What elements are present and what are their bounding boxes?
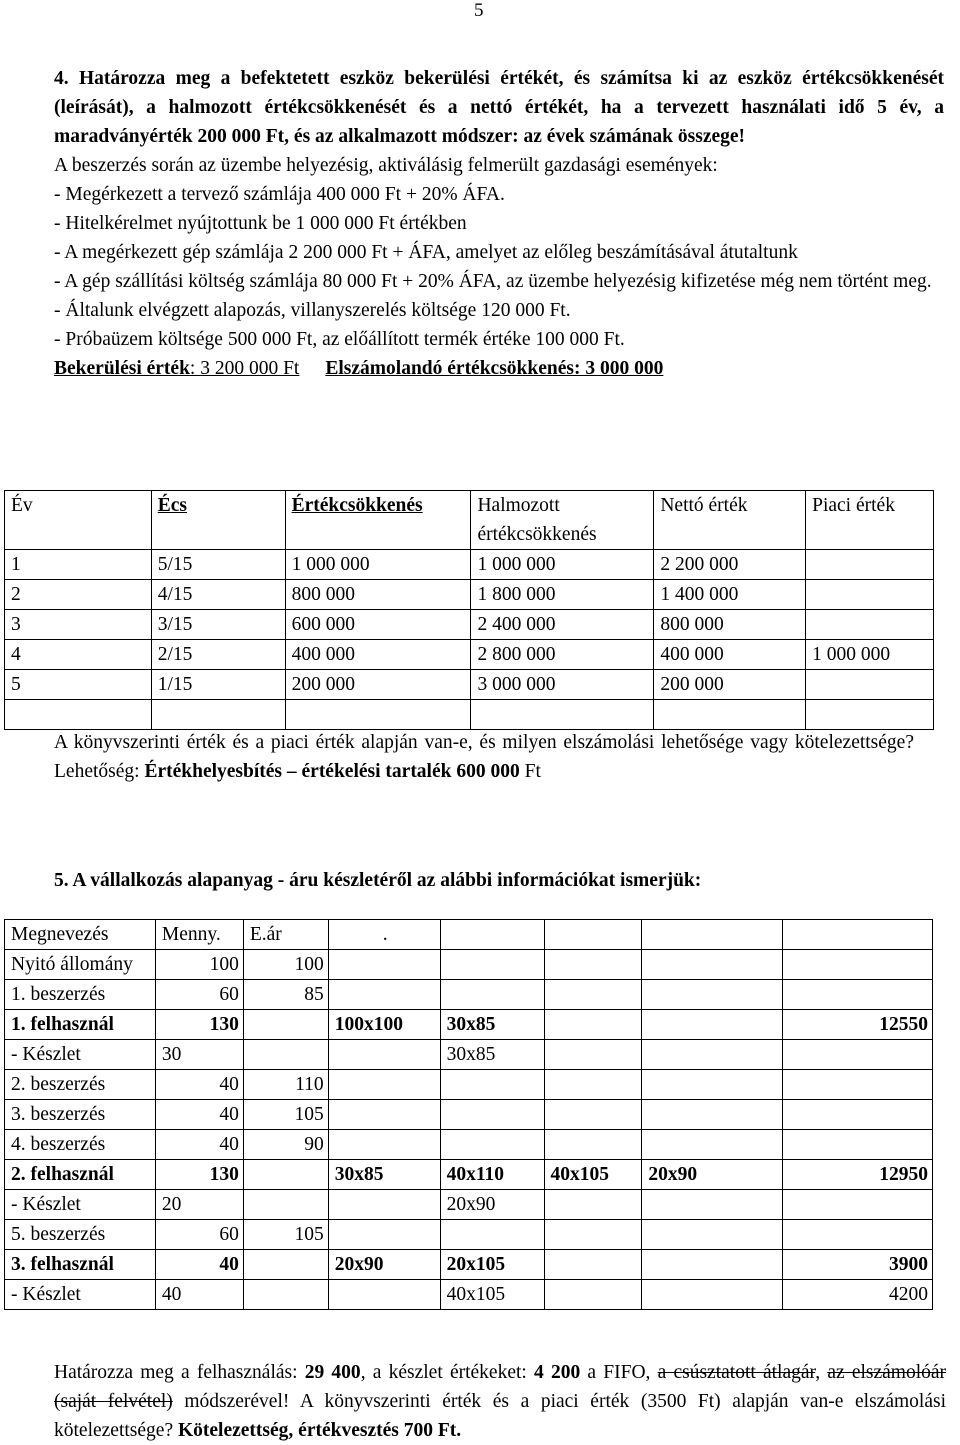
inventory-cell [243,1010,328,1040]
inventory-row [5,1250,933,1280]
table-cell: 800 000 [285,580,471,610]
inventory-cell [328,980,440,1010]
inventory-cell [243,1040,328,1070]
inventory-cell: 40 [155,1250,243,1280]
inventory-cell: 20x105 [440,1250,544,1280]
table-cell: 400 000 [285,640,471,670]
inventory-cell: 40x110 [440,1160,544,1190]
inventory-cell: 130 [155,1010,243,1040]
inventory-cell [328,1130,440,1160]
inventory-cell [440,1220,544,1250]
struck-method: az elszámolóár (saját felvétel) [54,1362,947,1412]
inventory-cell: 20x90 [642,1160,783,1190]
struck-method: a csúsztatott átlagár [657,1362,816,1383]
table-cell [806,670,934,700]
event-item: - Próbaüzem költsége 500 000 Ft, az előállított termék értéke 100 000 Ft. [54,329,625,350]
inventory-table [4,919,933,1310]
inventory-header-cell: Megnevezés [5,920,156,950]
inventory-cell: 20 [155,1190,243,1220]
inventory-cell [243,1190,328,1220]
inventory-cell [440,950,544,980]
section-4-title: 4. Határozza meg a befektetett eszköz bekerülési értékét, és számítsa ki az eszköz értékcsökkenését (leírását), a halmozott értékcsökkenését és a nettó értékét, ha a tervezett használati idő 5 év, a maradványérték 200 000 Ft, és az alkalmazott módszer: az évek számának összege! [54,68,944,147]
inventory-cell: 100 [243,950,328,980]
inventory-cell [243,1250,328,1280]
inventory-cell [328,1070,440,1100]
table-cell: 2 [5,580,152,610]
inventory-cell: 100 [155,950,243,980]
inventory-cell [783,1190,933,1220]
table-cell: 400 000 [654,640,806,670]
inventory-cell [642,1220,783,1250]
final-text: módszerével! A könyvszerinti érték és a piaci érték (3500 Ft) alapján van-e elszámolási kötelezettsége? [54,1391,946,1441]
event-item: - A megérkezett gép számlája 2 200 000 Ft + ÁFA, amelyet az előleg beszámításával átutaltunk [54,242,798,263]
inventory-cell [544,1250,642,1280]
inventory-row [5,1220,933,1250]
final-text: , [815,1362,828,1383]
inventory-cell [440,1100,544,1130]
depreciation-table [4,490,934,730]
inventory-cell [544,1130,642,1160]
inventory-cell: 90 [243,1130,328,1160]
table-cell [5,700,152,730]
inventory-cell [642,1190,783,1220]
inventory-cell: 30x85 [440,1010,544,1040]
table-cell [471,700,654,730]
inventory-cell [544,1190,642,1220]
inventory-cell [328,950,440,980]
events-intro: A beszerzés során az üzembe helyezésig, aktiválásig felmerült gazdasági események: [54,155,718,176]
events-list [54,180,944,354]
inventory-cell: 40 [155,1070,243,1100]
inventory-cell: 100x100 [328,1010,440,1040]
inventory-cell: - Készlet [5,1190,156,1220]
table-header-cell: Nettó érték [654,491,806,550]
inventory-cell: 2. beszerzés [5,1070,156,1100]
inventory-cell [642,1070,783,1100]
table-row [5,670,934,700]
table-cell: 3/15 [151,610,285,640]
inventory-cell [642,1280,783,1310]
inventory-cell: 2. felhasznál [5,1160,156,1190]
inventory-cell [783,1220,933,1250]
inventory-cell [642,1250,783,1280]
table-header-cell: Értékcsökkenés [285,491,471,550]
event-item: - Megérkezett a tervező számlája 400 000 Ft + 20% ÁFA. [54,184,505,205]
inventory-cell [783,1070,933,1100]
inventory-cell: 30 [155,1040,243,1070]
section-4 [54,64,944,383]
table-cell: 800 000 [654,610,806,640]
table-cell: 600 000 [285,610,471,640]
final-text: Határozza meg a felhasználás: [54,1362,305,1383]
table-header-cell: Piaci érték [806,491,934,550]
inventory-cell: 3900 [783,1250,933,1280]
table-cell: 2 800 000 [471,640,654,670]
inventory-header-cell: E.ár [243,920,328,950]
inventory-row [5,1100,933,1130]
inventory-header-cell: . [328,920,440,950]
inventory-cell: - Készlet [5,1280,156,1310]
summary-line [54,354,944,383]
inventory-cell: Nyitó állomány [5,950,156,980]
revaluation-answer: Értékhelyesbítés – értékelési tartalék 600 000 [144,761,520,782]
inventory-cell [783,1100,933,1130]
inventory-cell: 30x85 [328,1160,440,1190]
table-cell: 5/15 [151,550,285,580]
book-vs-market-question [54,728,914,786]
inventory-cell [544,950,642,980]
table-cell: 1 800 000 [471,580,654,610]
inventory-row [5,1040,933,1070]
inventory-cell: 110 [243,1070,328,1100]
inventory-cell: 3. beszerzés [5,1100,156,1130]
inventory-cell: 1. beszerzés [5,980,156,1010]
table-cell: 2/15 [151,640,285,670]
inventory-row [5,1130,933,1160]
elszamolando-label: Elszámolandó értékcsökkenés [325,358,574,379]
inventory-cell: 40x105 [544,1160,642,1190]
inventory-cell [642,950,783,980]
table-row [5,610,934,640]
table-cell [806,610,934,640]
table-cell: 1 000 000 [285,550,471,580]
inventory-cell: 1. felhasznál [5,1010,156,1040]
event-item: - Hitelkérelmet nyújtottunk be 1 000 000 Ft értékben [54,213,467,234]
inventory-cell [544,1280,642,1310]
answer-unit: Ft [519,761,541,782]
inventory-header-cell: Menny. [155,920,243,950]
inventory-cell: - Készlet [5,1040,156,1070]
inventory-header-cell [642,920,783,950]
inventory-row [5,980,933,1010]
inventory-cell: 105 [243,1220,328,1250]
final-text: a FIFO, [580,1362,658,1383]
table-header-row [5,491,934,550]
final-text: , a készlet értékeket: [360,1362,535,1383]
inventory-row [5,1070,933,1100]
inventory-row [5,1190,933,1220]
inventory-cell: 40x105 [440,1280,544,1310]
inventory-header-row [5,920,933,950]
inventory-cell [544,1070,642,1100]
elszamolando-value: : 3 000 000 [573,358,664,379]
inventory-cell [544,1010,642,1040]
table-cell: 200 000 [654,670,806,700]
inventory-cell: 30x85 [440,1040,544,1070]
table-cell: 3 000 000 [471,670,654,700]
table-row [5,640,934,670]
table-cell: 1 [5,550,152,580]
table-cell: 4/15 [151,580,285,610]
inventory-cell: 20x90 [328,1250,440,1280]
table-cell: 200 000 [285,670,471,700]
inventory-cell [328,1040,440,1070]
inventory-cell [544,1040,642,1070]
inventory-cell [243,1160,328,1190]
table-cell [151,700,285,730]
section-5-title: 5. A vállalkozás alapanyag - áru készletéről az alábbi információkat ismerjük: [54,870,702,891]
table-header-cell: Halmozott értékcsökkenés [471,491,654,550]
inventory-cell [243,1280,328,1310]
table-header-cell: Écs [151,491,285,550]
inventory-header-cell [544,920,642,950]
table-cell: 2 200 000 [654,550,806,580]
table-cell: 1 000 000 [806,640,934,670]
inventory-cell [440,1130,544,1160]
inventory-cell [544,1220,642,1250]
inventory-cell [642,1010,783,1040]
inventory-cell [783,980,933,1010]
table-cell [285,700,471,730]
table-cell [806,700,934,730]
table-row [5,700,934,730]
inventory-cell: 40 [155,1100,243,1130]
bekerulesi-label: Bekerülési érték [54,358,190,379]
table-row [5,580,934,610]
final-question [54,1358,946,1445]
event-item: - Általunk elvégzett alapozás, villanyszerelés költsége 120 000 Ft. [54,300,571,321]
table-cell: 2 400 000 [471,610,654,640]
inventory-cell: 40 [155,1130,243,1160]
inventory-cell: 85 [243,980,328,1010]
inventory-cell [642,1130,783,1160]
inventory-cell [642,980,783,1010]
inventory-cell: 4200 [783,1280,933,1310]
inventory-cell: 4. beszerzés [5,1130,156,1160]
inventory-cell [642,1100,783,1130]
inventory-cell [783,1040,933,1070]
consumption-value: 29 400 [304,1362,361,1383]
table-cell: 5 [5,670,152,700]
inventory-cell [328,1280,440,1310]
inventory-cell [783,950,933,980]
inventory-cell [440,1070,544,1100]
table-cell [654,700,806,730]
inventory-cell [328,1100,440,1130]
inventory-cell: 12550 [783,1010,933,1040]
table-row [5,550,934,580]
inventory-cell: 3. felhasznál [5,1250,156,1280]
inventory-row [5,950,933,980]
table-header-cell: Év [5,491,152,550]
inventory-cell [440,980,544,1010]
inventory-header-cell [783,920,933,950]
inventory-cell [544,1100,642,1130]
inventory-cell: 130 [155,1160,243,1190]
inventory-cell: 105 [243,1100,328,1130]
inventory-row [5,1160,933,1190]
table-cell: 1/15 [151,670,285,700]
event-item: - A gép szállítási költség számlája 80 000 Ft + 20% ÁFA, az üzembe helyezésig kifizetése még nem történt meg. [54,271,932,292]
inventory-row [5,1010,933,1040]
final-answer: Kötelezettség, értékvesztés 700 Ft. [177,1420,462,1441]
table-cell: 3 [5,610,152,640]
inventory-cell [544,980,642,1010]
table-cell: 4 [5,640,152,670]
inventory-cell: 60 [155,1220,243,1250]
bekerulesi-value: : 3 200 000 Ft [189,358,300,379]
inventory-cell [783,1130,933,1160]
inventory-row [5,1280,933,1310]
table-cell [806,580,934,610]
stock-value: 4 200 [534,1362,581,1383]
inventory-cell: 20x90 [440,1190,544,1220]
table-cell: 1 400 000 [654,580,806,610]
inventory-cell [642,1040,783,1070]
page-number: 5 [474,0,484,21]
table-cell [806,550,934,580]
inventory-cell: 40 [155,1280,243,1310]
inventory-cell: 5. beszerzés [5,1220,156,1250]
inventory-cell [328,1220,440,1250]
inventory-cell: 12950 [783,1160,933,1190]
inventory-header-cell [440,920,544,950]
inventory-cell [328,1190,440,1220]
inventory-cell: 60 [155,980,243,1010]
question-text: A könyvszerinti érték és a piaci érték alapján van-e, és milyen elszámolási lehetősége vagy kötelezettsége? Lehetőség: [54,732,914,782]
table-cell: 1 000 000 [471,550,654,580]
